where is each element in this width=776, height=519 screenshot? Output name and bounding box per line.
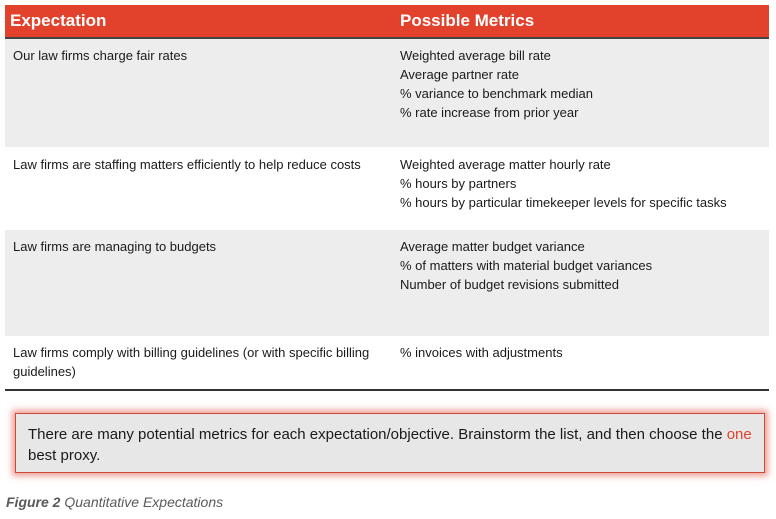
metric-item: Average partner rate <box>400 67 519 82</box>
expectation-cell: Law firms are staffing matters efficiently to help reduce costs <box>13 157 361 172</box>
caption-text: Quantitative Expectations <box>60 494 224 510</box>
metrics-cell <box>400 39 769 147</box>
table-row <box>5 147 769 230</box>
metric-item: Average matter budget variance <box>400 239 585 254</box>
metric-item: % hours by particular timekeeper levels for specific tasks <box>400 195 727 210</box>
expectation-cell: Our law firms charge fair rates <box>13 48 188 63</box>
metric-item: % of matters with material budget variances <box>400 258 653 273</box>
metrics-cell <box>400 336 769 389</box>
metric-item: Weighted average matter hourly rate <box>400 157 611 172</box>
callout-text-before: There are many potential metrics for each expectation/objective. Brainstorm the list, and then choose the <box>28 426 727 443</box>
metric-item: % invoices with adjustments <box>400 345 563 360</box>
metric-item: % rate increase from prior year <box>400 105 579 120</box>
table-row <box>5 230 769 336</box>
header-expectation: Expectation <box>10 11 107 30</box>
metrics-cell <box>400 230 769 336</box>
callout-box <box>15 413 765 473</box>
metric-item: Weighted average bill rate <box>400 48 551 63</box>
caption-label: Figure 2 <box>6 494 61 510</box>
table-row <box>5 37 769 147</box>
table-header <box>5 5 769 37</box>
metric-item: % hours by partners <box>400 176 517 191</box>
table-row <box>5 336 769 391</box>
callout-text-after: best proxy. <box>28 447 101 464</box>
header-possible-metrics: Possible Metrics <box>400 11 535 30</box>
metrics-table <box>5 5 769 391</box>
metric-item: % variance to benchmark median <box>400 86 593 101</box>
metric-item: Number of budget revisions submitted <box>400 277 619 292</box>
metrics-cell <box>400 148 769 230</box>
figure-caption <box>6 494 223 510</box>
expectation-cell: Law firms are managing to budgets <box>13 239 217 254</box>
expectation-cell: Law firms comply with billing guidelines (or with specific billing guidelines) <box>13 345 370 379</box>
callout-highlight: one <box>726 426 752 443</box>
